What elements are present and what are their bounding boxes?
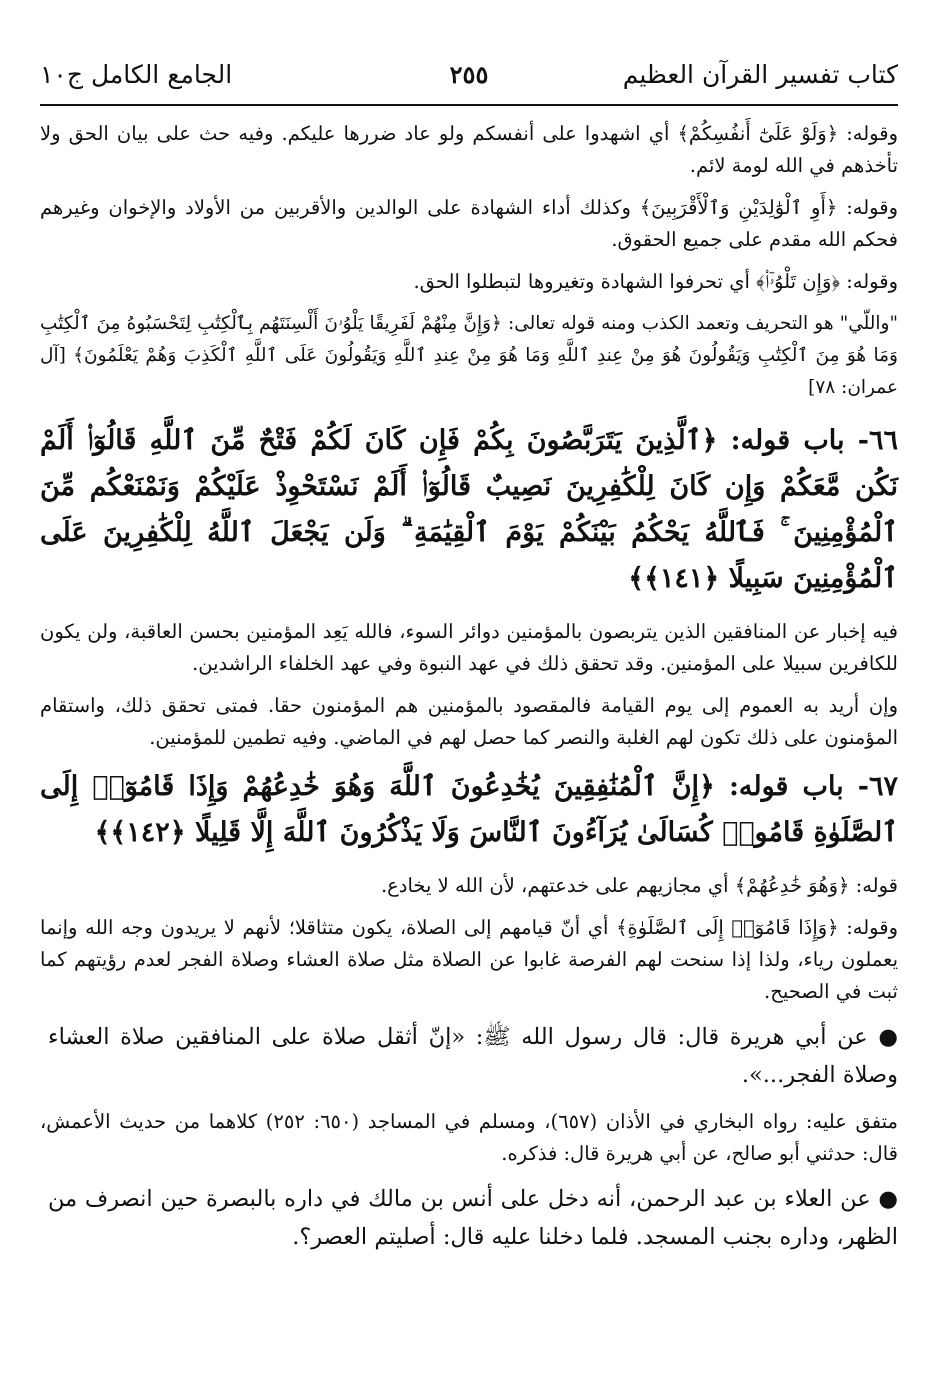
book-title: كتاب تفسير القرآن العظيم (622, 60, 898, 89)
paragraph: فيه إخبار عن المنافقين الذين يتربصون بالمؤمنين دوائر السوء، فالله يَعِد المؤمنين بحسن العاقبة، ولن يكون للكافرين سبيلا على المؤمنين. وقد تحقق ذلك في عهد النبوة وفي عهد الخلفاء الراشدين. (40, 620, 898, 675)
paragraph: وقوله: ﴿وَلَوْ عَلَىٰٓ أَنفُسِكُمْ﴾ أي اشهدوا على أنفسكم ولو عاد ضررها عليكم. وفيه حث على بيان الحق ولا تأخذهم في الله لومة لائم. (40, 122, 898, 177)
paragraph: وقوله: ﴿وَإِذَا قَامُوٓا۟ إِلَى ٱلصَّلَوٰةِ﴾ أي أنّ قيامهم إلى الصلاة، يكون متثاقلا؛ لأنهم لا يريدون وجه الله وإنما يعملون رياء، ولذا إذا سنحت لهم الفرصة غابوا عن الصلاة مثل صلاة العشاء وصلاة الفجر لعدم رؤيتهم كما ثبت في الصحيح. (40, 916, 898, 1003)
takhrij-note: متفق عليه: رواه البخاري في الأذان (٦٥٧)، ومسلم في المساجد (٦٥٠: ٢٥٢) كلاهما من حديث الأعمش، قال: حدثني أبو صالح، عن أبي هريرة قال: فذكره. (40, 1110, 899, 1165)
chapter-heading-67: ٦٧- باب قوله: ﴿إِنَّ ٱلْمُنَٰفِقِينَ يُخَٰدِعُونَ ٱللَّهَ وَهُوَ خَٰدِعُهُمْ وَإِذَا قَامُوٓا۟ إِلَى ٱلصَّلَوٰةِ قَامُوا۟ كُسَالَىٰ يُرَآءُونَ ٱلنَّاسَ وَلَا يَذْكُرُونَ ٱللَّهَ إِلَّا قَلِيلًا ﴿١٤٢﴾﴾ (40, 771, 898, 848)
paragraph: وإن أريد به العموم إلى يوم القيامة فالمقصود بالمؤمنين هم المؤمنون حقا. فمتى تحقق ذلك، واستقام المؤمنون على ذلك تكون لهم الغلبة والنصر كما حصل لهم في الماضي. وفيه تطمين للمؤمنين. (40, 694, 898, 749)
chapter-heading-66: ٦٦- باب قوله: ﴿ٱلَّذِينَ يَتَرَبَّصُونَ بِكُمْ فَإِن كَانَ لَكُمْ فَتْحٌ مِّنَ ٱللَّهِ قَالُوٓا۟ أَلَمْ نَكُن مَّعَكُمْ وَإِن كَانَ لِلْكَٰفِرِينَ نَصِيبٌ قَالُوٓا۟ أَلَمْ نَسْتَحْوِذْ عَلَيْكُمْ وَنَمْنَعْكُم مِّنَ ٱلْمُؤْمِنِينَ ۚ فَٱللَّهُ يَحْكُمُ بَيْنَكُمْ يَوْمَ ٱلْقِيَٰمَةِ ۗ وَلَن يَجْعَلَ ٱللَّهُ لِلْكَٰفِرِينَ عَلَى ٱلْمُؤْمِنِينَ سَبِيلًا ﴿١٤١﴾﴾ (40, 425, 898, 594)
page-number: ٢٥٥ (449, 60, 489, 89)
header-divider (40, 104, 898, 106)
hadith-text: ● عن أبي هريرة قال: قال رسول الله ﷺ: «إنّ أثقل صلاة على المنافقين صلاة العشاء وصلاة الفجر...». (48, 1024, 898, 1088)
paragraph: "واللّي" هو التحريف وتعمد الكذب ومنه قوله تعالى: ﴿وَإِنَّ مِنْهُمْ لَفَرِيقًا يَلْوُۥنَ أَلْسِنَتَهُم بِٱلْكِتَٰبِ لِتَحْسَبُوهُ مِنَ ٱلْكِتَٰبِ وَمَا هُوَ مِنَ ٱلْكِتَٰبِ وَيَقُولُونَ هُوَ مِنْ عِندِ ٱللَّهِ وَمَا هُوَ مِنْ عِندِ ٱللَّهِ وَيَقُولُونَ عَلَى ٱللَّهِ ٱلْكَذِبَ وَهُمْ يَعْلَمُونَ﴾ [آل عمران: ٧٨] (40, 313, 898, 398)
running-header (40, 56, 898, 102)
page-body (40, 118, 898, 1268)
volume-title: الجامع الكامل ج١٠ (40, 60, 233, 89)
paragraph: وقوله: ﴿أَوِ ٱلْوَٰلِدَيْنِ وَٱلْأَقْرَبِينَ﴾ وكذلك أداء الشهادة على الوالدين والأقربين من الأولاد والإخوان وغيرهم فحكم الله مقدم على جميع الحقوق. (40, 196, 898, 251)
paragraph: قوله: ﴿وَهُوَ خَٰدِعُهُمْ﴾ أي مجازيهم على خدعتهم، لأن الله لا يخادع. (380, 874, 898, 897)
book-page (40, 0, 898, 1375)
hadith-text: ● عن العلاء بن عبد الرحمن، أنه دخل على أنس بن مالك في داره بالبصرة حين انصرف من الظهر، وداره بجنب المسجد. فلما دخلنا عليه قال: أصليتم العصر؟. (48, 1186, 898, 1250)
paragraph: وقوله: ﴿وَإِن تَلْوُۥٓا۟﴾ أي تحرفوا الشهادة وتغيروها لتبطلوا الحق. (413, 270, 898, 293)
